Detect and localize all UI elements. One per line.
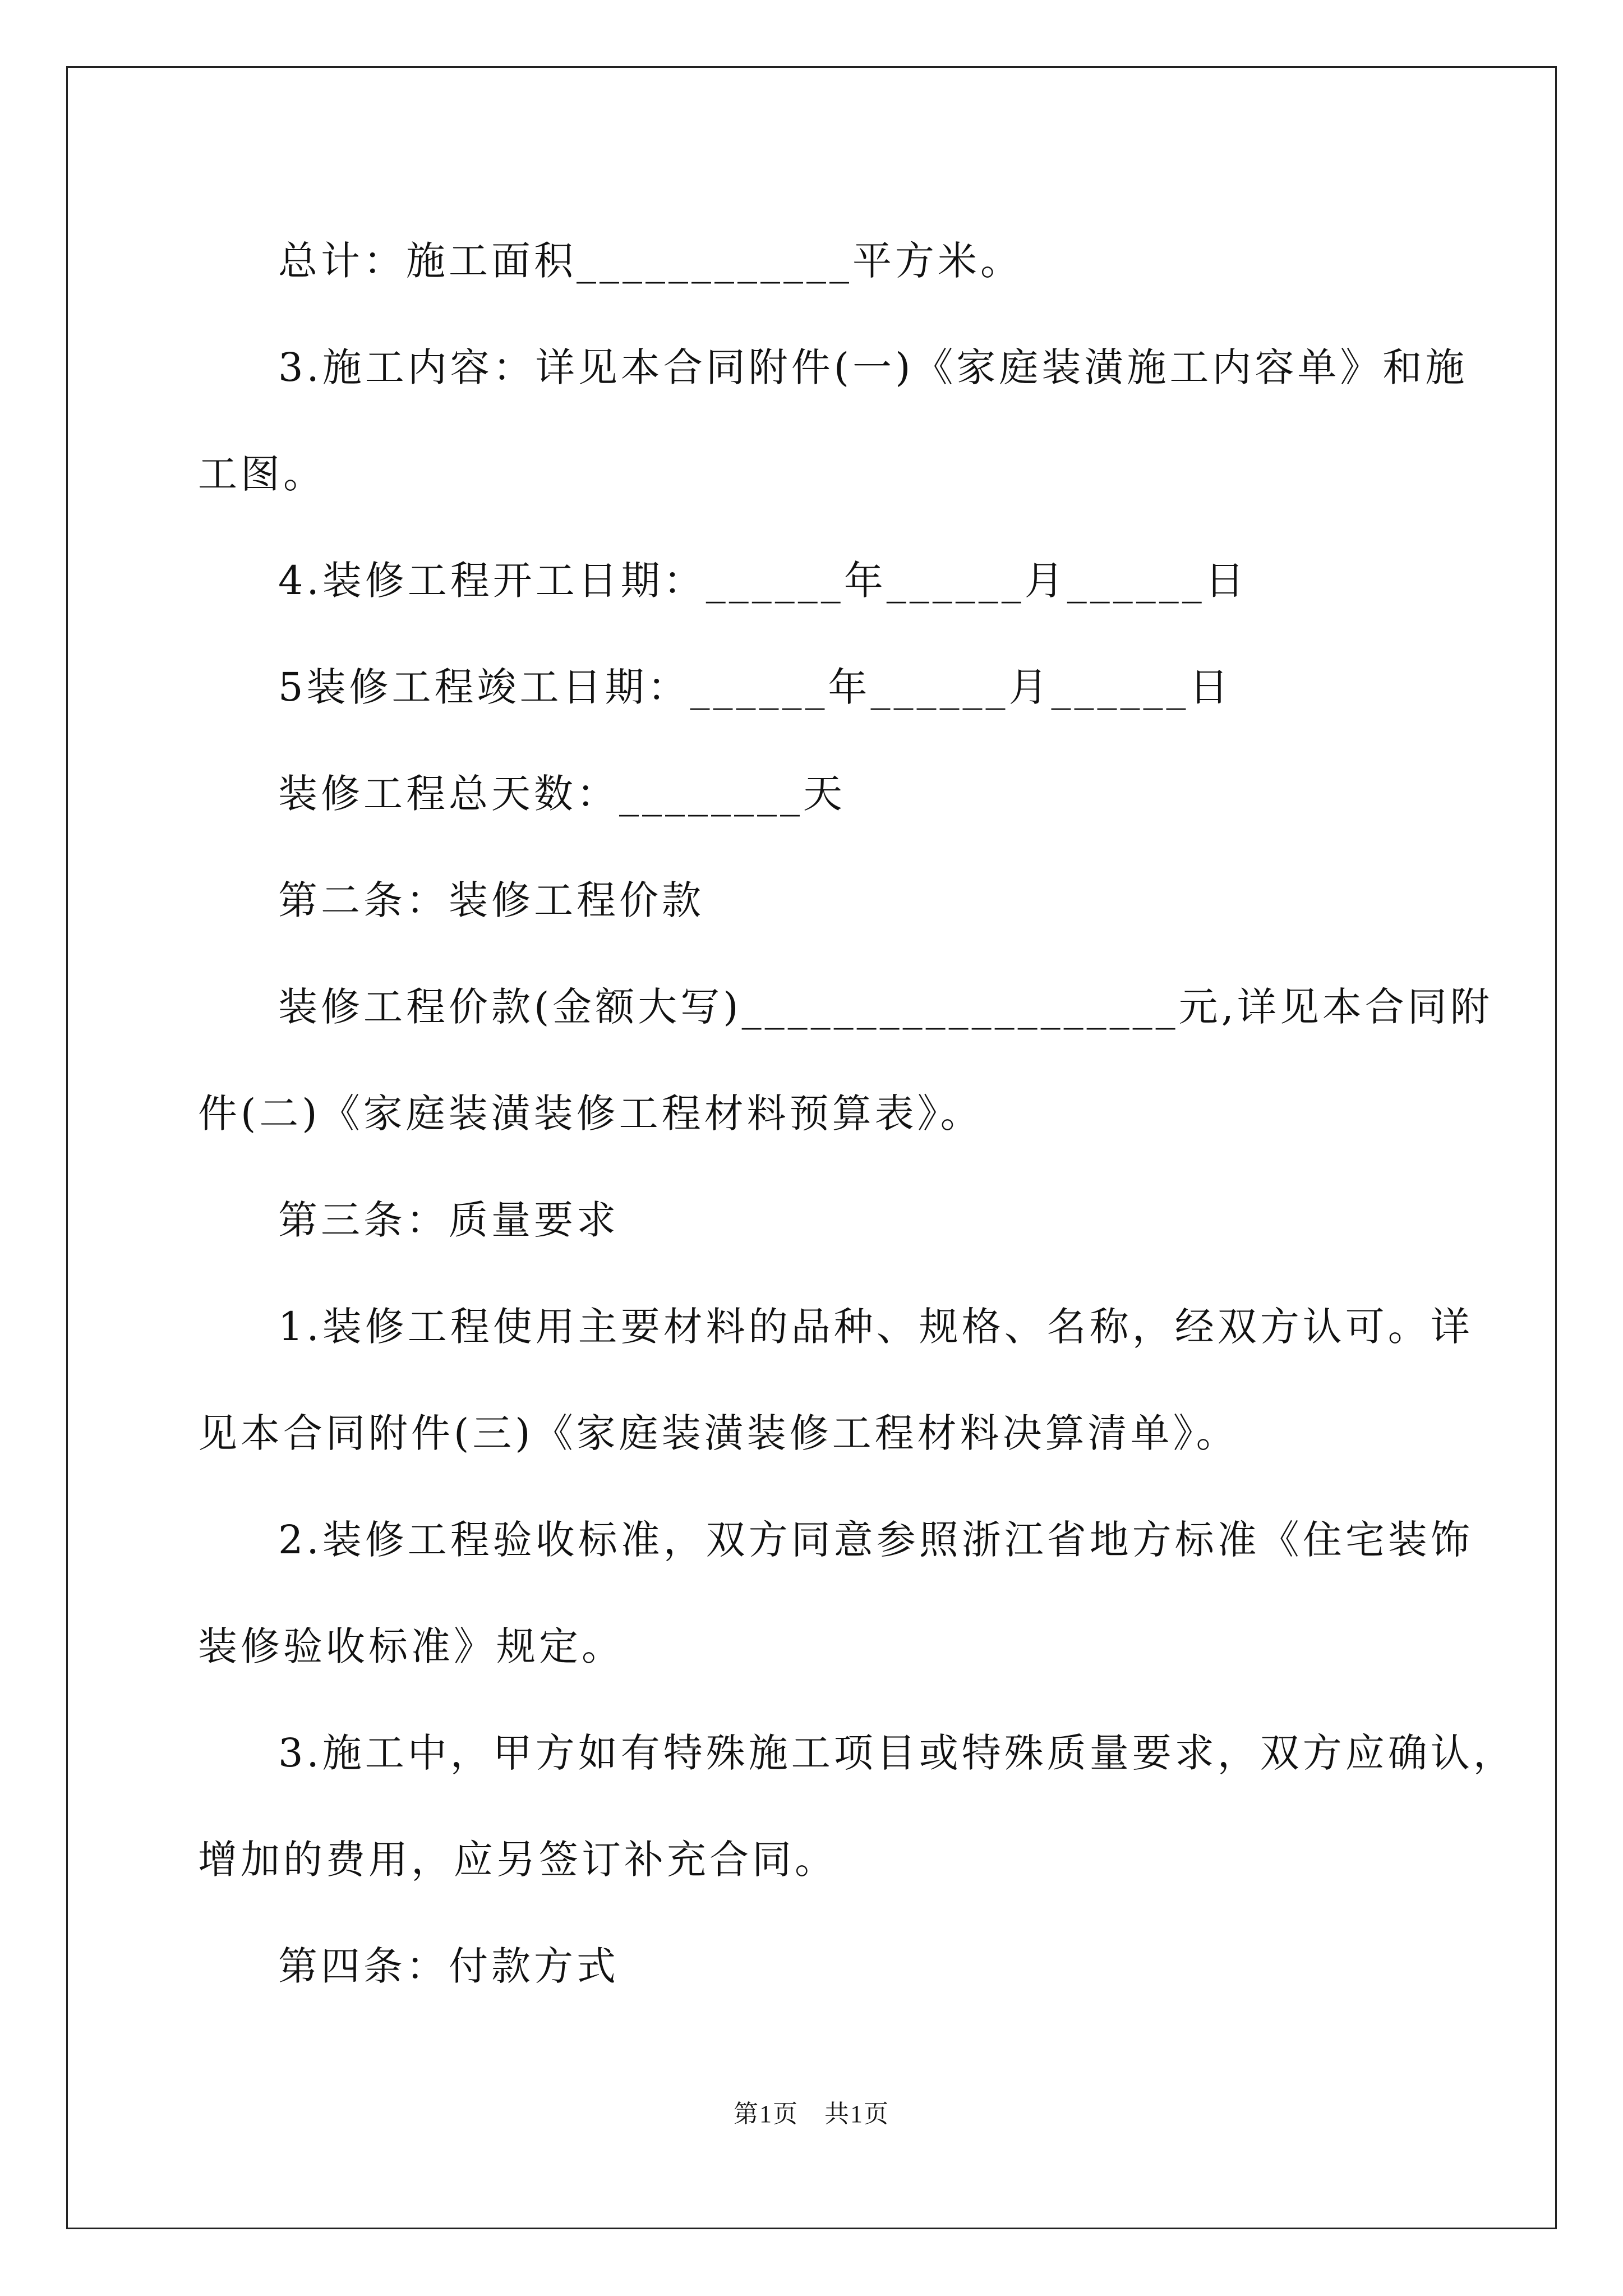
paragraph-special-requirements-cont: 增加的费用，应另签订补充合同。 bbox=[198, 1837, 837, 1883]
paragraph-materials: 1.装修工程使用主要材料的品种、规格、名称，经双方认可。详 bbox=[278, 1304, 1473, 1350]
paragraph-price: 装修工程价款(金额大写)___________________元,详见本合同附 bbox=[278, 984, 1493, 1030]
document-body bbox=[198, 208, 1516, 2019]
paragraph-acceptance-standard: 2.装修工程验收标准，双方同意参照浙江省地方标准《住宅装饰 bbox=[278, 1517, 1473, 1563]
paragraph-construction-content: 3.施工内容：详见本合同附件(一)《家庭装潢施工内容单》和施 bbox=[278, 344, 1468, 390]
article-4-heading: 第四条：付款方式 bbox=[278, 1943, 619, 1989]
article-3-heading: 第三条：质量要求 bbox=[278, 1197, 619, 1243]
paragraph-construction-content-cont: 工图。 bbox=[198, 451, 326, 497]
paragraph-completion-date: 5装修工程竣工日期：______年______月______日 bbox=[278, 664, 1232, 710]
paragraph-start-date: 4.装修工程开工日期：______年______月______日 bbox=[278, 558, 1248, 604]
paragraph-materials-cont: 见本合同附件(三)《家庭装潢装修工程材料决算清单》。 bbox=[198, 1410, 1239, 1456]
page-footer bbox=[0, 2093, 1623, 2129]
paragraph-total-area: 总计：施工面积____________平方米。 bbox=[278, 238, 1023, 284]
paragraph-special-requirements: 3.施工中，甲方如有特殊施工项目或特殊质量要求，双方应确认， bbox=[278, 1730, 1516, 1776]
article-2-heading: 第二条：装修工程价款 bbox=[278, 877, 704, 923]
page-number: 第1页 共1页 bbox=[734, 2100, 889, 2128]
paragraph-price-cont: 件(二)《家庭装潢装修工程材料预算表》。 bbox=[198, 1091, 983, 1137]
paragraph-total-days: 装修工程总天数：________天 bbox=[278, 771, 846, 817]
paragraph-acceptance-standard-cont: 装修验收标准》规定。 bbox=[198, 1623, 624, 1669]
